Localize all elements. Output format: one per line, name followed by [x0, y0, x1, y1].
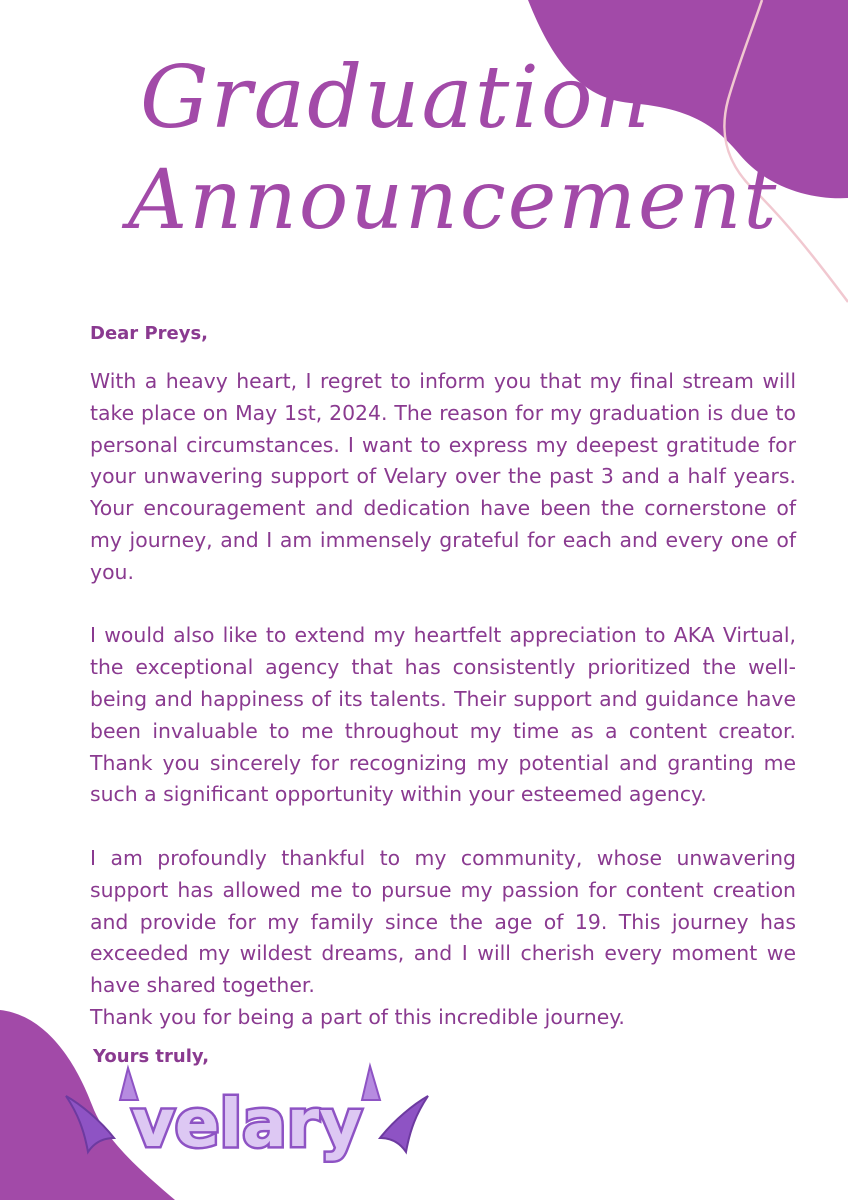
title-line-2: Announcement: [128, 153, 779, 248]
velary-logo: [62, 1060, 432, 1170]
signoff: Yours truly,: [93, 1046, 210, 1067]
paragraph-2: I would also like to extend my heartfelt appreciation to AKA Virtual, the exceptional agency that has consistently prioritized the well-being and happiness of its talents. Their support and guidance have been invaluable to me throughout my time as a content creator. Thank you sincerely for recognizing my potential and granting me such a significant opportunity within your esteemed agency.: [90, 623, 796, 807]
logo-wordmark: velary: [131, 1085, 363, 1162]
right-witch-hat-icon: [362, 1066, 380, 1100]
paragraph-4: Thank you for being a part of this incredible journey.: [90, 1004, 625, 1029]
title-line-1: Graduation: [140, 48, 653, 148]
paragraph-3: I am profoundly thankful to my community, whose unwavering support has allowed me to pursue my passion for content creation and provide for my family since the age of 19. This journey has exceeded my wildest dreams, and I will cherish every moment we have shared together.: [90, 845, 796, 998]
salutation: Dear Preys,: [90, 323, 209, 344]
letter-body: [90, 366, 796, 1034]
paragraph-1: With a heavy heart, I regret to inform you that my final stream will take place on May 1st, 2024. The reason for my graduation is due to personal circumstances. I want to express my deepest gratitude for your unwavering support of Velary over the past 3 and a half years. Your encouragement and dedication have been the cornerstone of my journey, and I am immensely grateful for each and every one of you.: [90, 369, 796, 584]
right-bat-wing-icon: [380, 1096, 428, 1152]
left-bat-wing-icon: [66, 1096, 114, 1152]
